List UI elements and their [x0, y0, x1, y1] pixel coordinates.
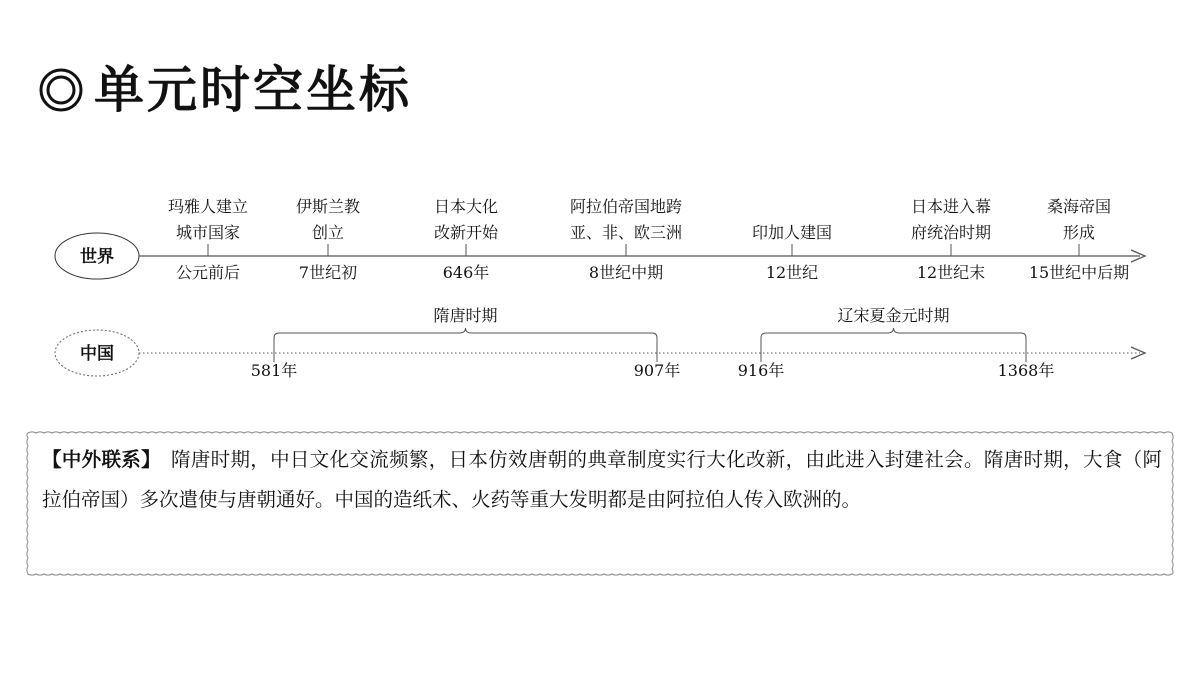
china-year-label: 1368年	[997, 361, 1055, 380]
world-event-label: 创立	[311, 223, 345, 242]
note-heading: 【中外联系】	[42, 448, 161, 471]
china-period-label: 隋唐时期	[433, 306, 498, 325]
world-lane-label: 世界	[80, 247, 114, 267]
world-event-label: 玛雅人建立	[167, 197, 249, 216]
world-time-label: 12世纪末	[916, 263, 986, 282]
world-time-label: 7世纪初	[298, 263, 358, 282]
period-bracket	[274, 328, 657, 353]
china-year-label: 907年	[633, 361, 681, 380]
world-time-label: 8世纪中期	[588, 263, 664, 282]
world-time-label: 12世纪	[765, 263, 819, 282]
china-year-label: 916年	[737, 361, 785, 380]
china-period-label: 辽宋夏金元时期	[837, 306, 950, 325]
world-event-label: 桑海帝国	[1046, 197, 1112, 216]
world-event-label: 印加人建国	[751, 223, 833, 242]
note-paragraph	[42, 440, 1162, 520]
world-event-label: 日本大化	[433, 197, 499, 216]
china-lane-label: 中国	[80, 344, 114, 364]
world-event-label: 城市国家	[175, 223, 241, 242]
world-event-label: 形成	[1062, 223, 1096, 242]
china-axis-arrow-icon	[1131, 347, 1145, 359]
world-time-label: 15世纪中后期	[1028, 263, 1130, 282]
world-event-label: 阿拉伯帝国地跨	[569, 197, 683, 216]
world-event-label: 日本进入幕	[910, 197, 992, 216]
world-event-label: 伊斯兰教	[295, 197, 361, 216]
china-year-label: 581年	[250, 361, 298, 380]
world-event-label: 亚、非、欧三洲	[569, 223, 683, 242]
world-event-label: 府统治时期	[910, 223, 992, 242]
note-body: 隋唐时期，中日文化交流频繁，日本仿效唐朝的典章制度实行大化改新，由此进入封建社会。隋唐时期，大食（阿拉伯帝国）多次遣使与唐朝通好。中国的造纸术、火药等重大发明都是由阿拉伯人传入欧洲的。	[42, 448, 1162, 511]
world-event-label: 改新开始	[433, 223, 499, 242]
period-bracket	[761, 328, 1026, 353]
world-time-label: 646年	[442, 263, 490, 282]
world-time-label: 公元前后	[175, 263, 241, 282]
page-title: 单元时空坐标	[94, 61, 412, 119]
